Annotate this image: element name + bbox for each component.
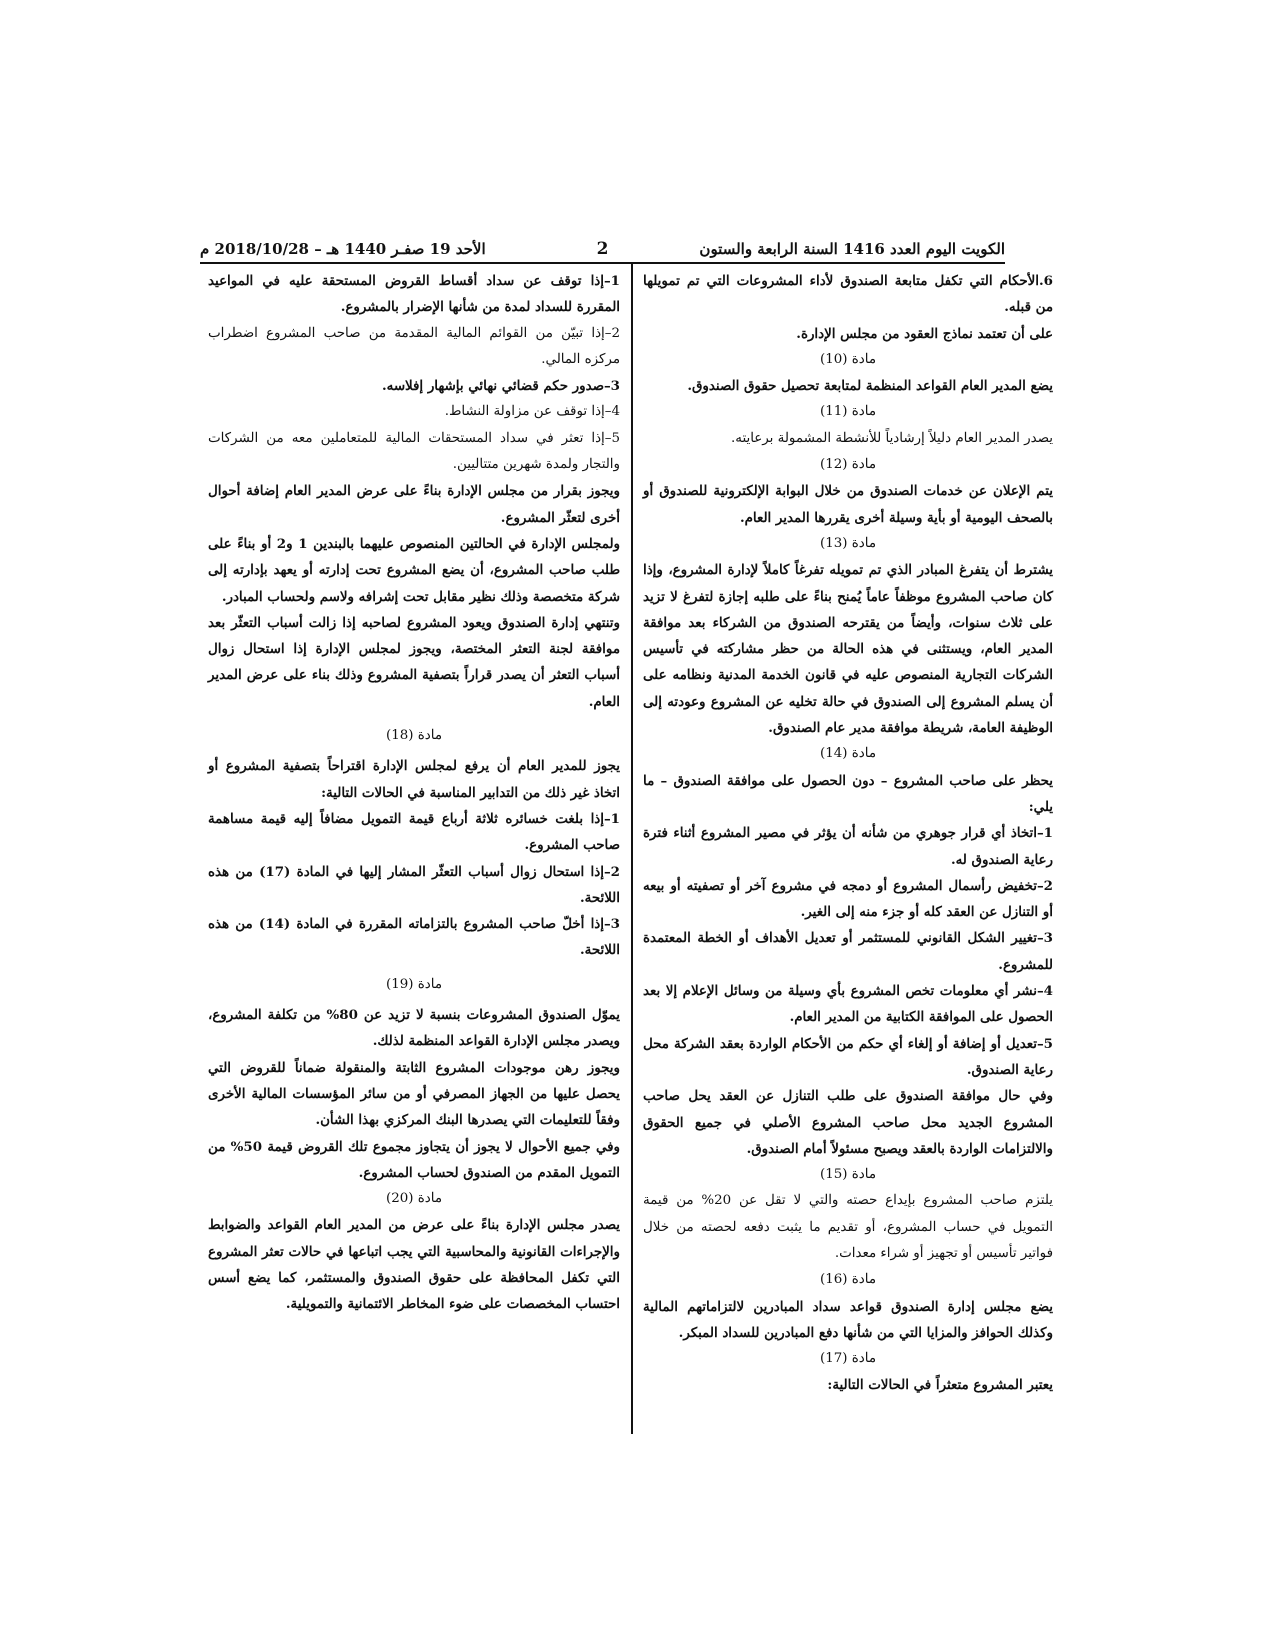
header-rule: [200, 262, 1005, 264]
paragraph: ولمجلس الإدارة في الحالتين المنصوص عليهما بالبندين 1 و2 أو بناءً على طلب صاحب المشروع، أن يضع المشروع تحت إدارته أو يعهد بإدارته إلى شركة متخصصة وذلك نظير مقابل تحت إشرافه ولاسم ولحساب المبادر.: [208, 535, 620, 605]
article-heading: مادة (14): [820, 746, 876, 762]
paragraph: 2–تخفيض رأسمال المشروع أو دمجه في مشروع آخر أو تصفيته أو بيعه أو التنازل عن العقد كله أو جزء منه إلى الغير.: [643, 877, 1053, 921]
paragraph: 2–إذا استحال زوال أسباب التعثّر المشار إليها في المادة (17) من هذه اللائحة.: [208, 863, 620, 906]
paragraph: 6.الأحكام التي تكفل متابعة الصندوق لأداء المشروعات التي تم تمويلها من قبله.: [643, 273, 1053, 316]
article-heading: مادة (13): [820, 535, 876, 551]
paragraph: 3–إذا أخلّ صاحب المشروع بالتزاماته المقررة في المادة (14) من هذه اللائحة.: [208, 916, 620, 959]
paragraph: على أن تعتمد نماذج العقود من مجلس الإدارة.: [796, 325, 1053, 342]
right-column: [643, 268, 1053, 1399]
paragraph: يضع المدير العام القواعد المنظمة لمتابعة تحصيل حقوق الصندوق.: [687, 378, 1053, 395]
paragraph: 5–تعديل أو إضافة أو إلغاء أي حكم من الأحكام الواردة بعقد الشركة محل رعاية الصندوق.: [643, 1035, 1053, 1078]
paragraph: يصدر مجلس الإدارة بناءً على عرض من المدير العام القواعد والضوابط والإجراءات القانونية والمحاسبية التي يجب اتباعها في حالات تعثر المشروع التي تكفل المحافظة على حقوق الصندوق والمستثمر، كما يضع أسس احتساب المخصصات على ضوء المخاطر الائتمانية والتمويلية.: [208, 1217, 620, 1313]
paragraph: وفي حال موافقة الصندوق على طلب التنازل عن العقد يحل صاحب المشروع الجديد محل صاحب المشروع الأصلي في جميع الحقوق والالتزامات الواردة بالعقد ويصبح مسئولاً أمام الصندوق.: [643, 1088, 1053, 1157]
paragraph: يتم الإعلان عن خدمات الصندوق من خلال البوابة الإلكترونية للصندوق أو بالصحف اليومية أو بأية وسيلة أخرى يقررها المدير العام.: [643, 483, 1053, 526]
paragraph: 3–تغيير الشكل القانوني للمستثمر أو تعديل الأهداف أو الخطة المعتمدة للمشروع.: [643, 930, 1053, 973]
paragraph: 1–إذا توقف عن سداد أقساط القروض المستحقة عليه في المواعيد المقررة للسداد لمدة من شأنها الإضرار بالمشروع.: [208, 273, 620, 316]
article-heading: مادة (20): [386, 1191, 442, 1207]
paragraph: يشترط أن يتفرغ المبادر الذي تم تمويله تفرغاً كاملاً لإدارة المشروع، وإذا كان صاحب المشروع موظفاً عاماً يُمنح بناءً على طلبه إجازة لتفرغ لا تزيد على ثلاث سنوات، وأيضاً من يقترحه الصندوق من الشركاء بعد موافقة المدير العام، ويستثنى في هذه الحالة من حظر مشاركته في تأسيس الشركات التجارية المنصوص عليه في قانون الخدمة المدنية ونظامه على أن يسلم المشروع إلى الصندوق في حالة تخليه عن المشروع وعودته إلى الوظيفة العامة، شريطة موافقة مدير عام الصندوق.: [643, 562, 1053, 737]
paragraph: يموّل الصندوق المشروعات بنسبة لا تزيد عن 80% من تكلفة المشروع، ويصدر مجلس الإدارة القواعد المنظمة لذلك.: [208, 1007, 620, 1050]
page-header: [200, 236, 1005, 262]
header-date: الأحد 19 صفـر 1440 هـ – 2018/10/28 م: [200, 240, 486, 258]
article-heading: مادة (15): [820, 1167, 876, 1183]
paragraph: يصدر المدير العام دليلاً إرشادياً للأنشطة المشمولة برعايته.: [731, 430, 1053, 446]
header-issue-info: الكويت اليوم العدد 1416 السنة الرابعة والستون: [699, 240, 1005, 258]
page-number: 2: [596, 239, 609, 259]
paragraph: 1–اتخاذ أي قرار جوهري من شأنه أن يؤثر في مصير المشروع أثناء فترة رعاية الصندوق له.: [643, 825, 1053, 868]
paragraph: وتنتهي إدارة الصندوق ويعود المشروع لصاحبه إذا زالت أسباب التعثّر بعد موافقة لجنة التعثر المختصة، ويجوز لمجلس الإدارة إذا استحال زوال أسباب التعثر أن يصدر قراراً بتصفية المشروع وذلك بناء على عرض المدير العام.: [208, 614, 620, 710]
article-heading: مادة (16): [820, 1272, 876, 1288]
article-heading: مادة (11): [820, 404, 876, 420]
paragraph: ويجوز رهن موجودات المشروع الثابتة والمنقولة ضماناً للقروض التي يحصل عليها من الجهاز المصرفي أو من سائر المؤسسات المالية الأخرى وفقاً للتعليمات التي يصدرها البنك المركزي بهذا الشأن.: [208, 1059, 620, 1129]
article-heading: مادة (19): [386, 976, 442, 992]
article-heading: مادة (10): [820, 351, 876, 367]
article-heading: مادة (17): [820, 1351, 876, 1367]
paragraph: يعتبر المشروع متعثراً في الحالات التالية:: [827, 1377, 1053, 1394]
paragraph: يضع مجلس إدارة الصندوق قواعد سداد المبادرين لالتزاماتهم المالية وكذلك الحوافز والمزايا التي من شأنها دفع المبادرين للسداد المبكر.: [643, 1298, 1053, 1341]
left-column: [208, 268, 620, 1318]
paragraph: وفي جميع الأحوال لا يجوز أن يتجاوز مجموع تلك القروض قيمة 50% من التمويل المقدم من الصندوق لحساب المشروع.: [208, 1138, 620, 1181]
paragraph: 5–إذا تعثر في سداد المستحقات المالية للمتعاملين معه من الشركات والتجار ولمدة شهرين متتاليين.: [208, 430, 620, 473]
article-heading: مادة (12): [820, 457, 876, 473]
paragraph: 1–إذا بلغت خسائره ثلاثة أرباع قيمة التمويل مضافاً إليه قيمة مساهمة صاحب المشروع.: [208, 810, 620, 854]
paragraph: 2–إذا تبيّن من القوائم المالية المقدمة من صاحب المشروع اضطراب مركزه المالي.: [208, 325, 620, 367]
paragraph: 3–صدور حكم قضائي نهائي بإشهار إفلاسه.: [381, 378, 620, 395]
paragraph: يحظر على صاحب المشروع – دون الحصول على موافقة الصندوق – ما يلي:: [643, 772, 1053, 815]
paragraph: 4–نشر أي معلومات تخص المشروع بأي وسيلة من وسائل الإعلام إلا بعد الحصول على الموافقة الكتابية من المدير العام.: [643, 983, 1053, 1026]
paragraph: 4–إذا توقف عن مزاولة النشاط.: [444, 404, 620, 420]
article-heading: مادة (18): [386, 728, 442, 744]
column-divider: [631, 264, 633, 1434]
paragraph: يلتزم صاحب المشروع بإيداع حصته والتي لا تقل عن 20% من قيمة التمويل في حساب المشروع، أو تقديم ما يثبت دفعه لحصته من خلال فواتير تأسيس أو تجهيز أو شراء معدات.: [643, 1193, 1053, 1261]
paragraph: ويجوز بقرار من مجلس الإدارة بناءً على عرض المدير العام إضافة أحوال أخرى لتعثّر المشروع.: [208, 483, 620, 526]
paragraph: يجوز للمدير العام أن يرفع لمجلس الإدارة اقتراحاً بتصفية المشروع أو اتخاذ غير ذلك من التدابير المناسبة في الحالات التالية:: [208, 758, 620, 801]
